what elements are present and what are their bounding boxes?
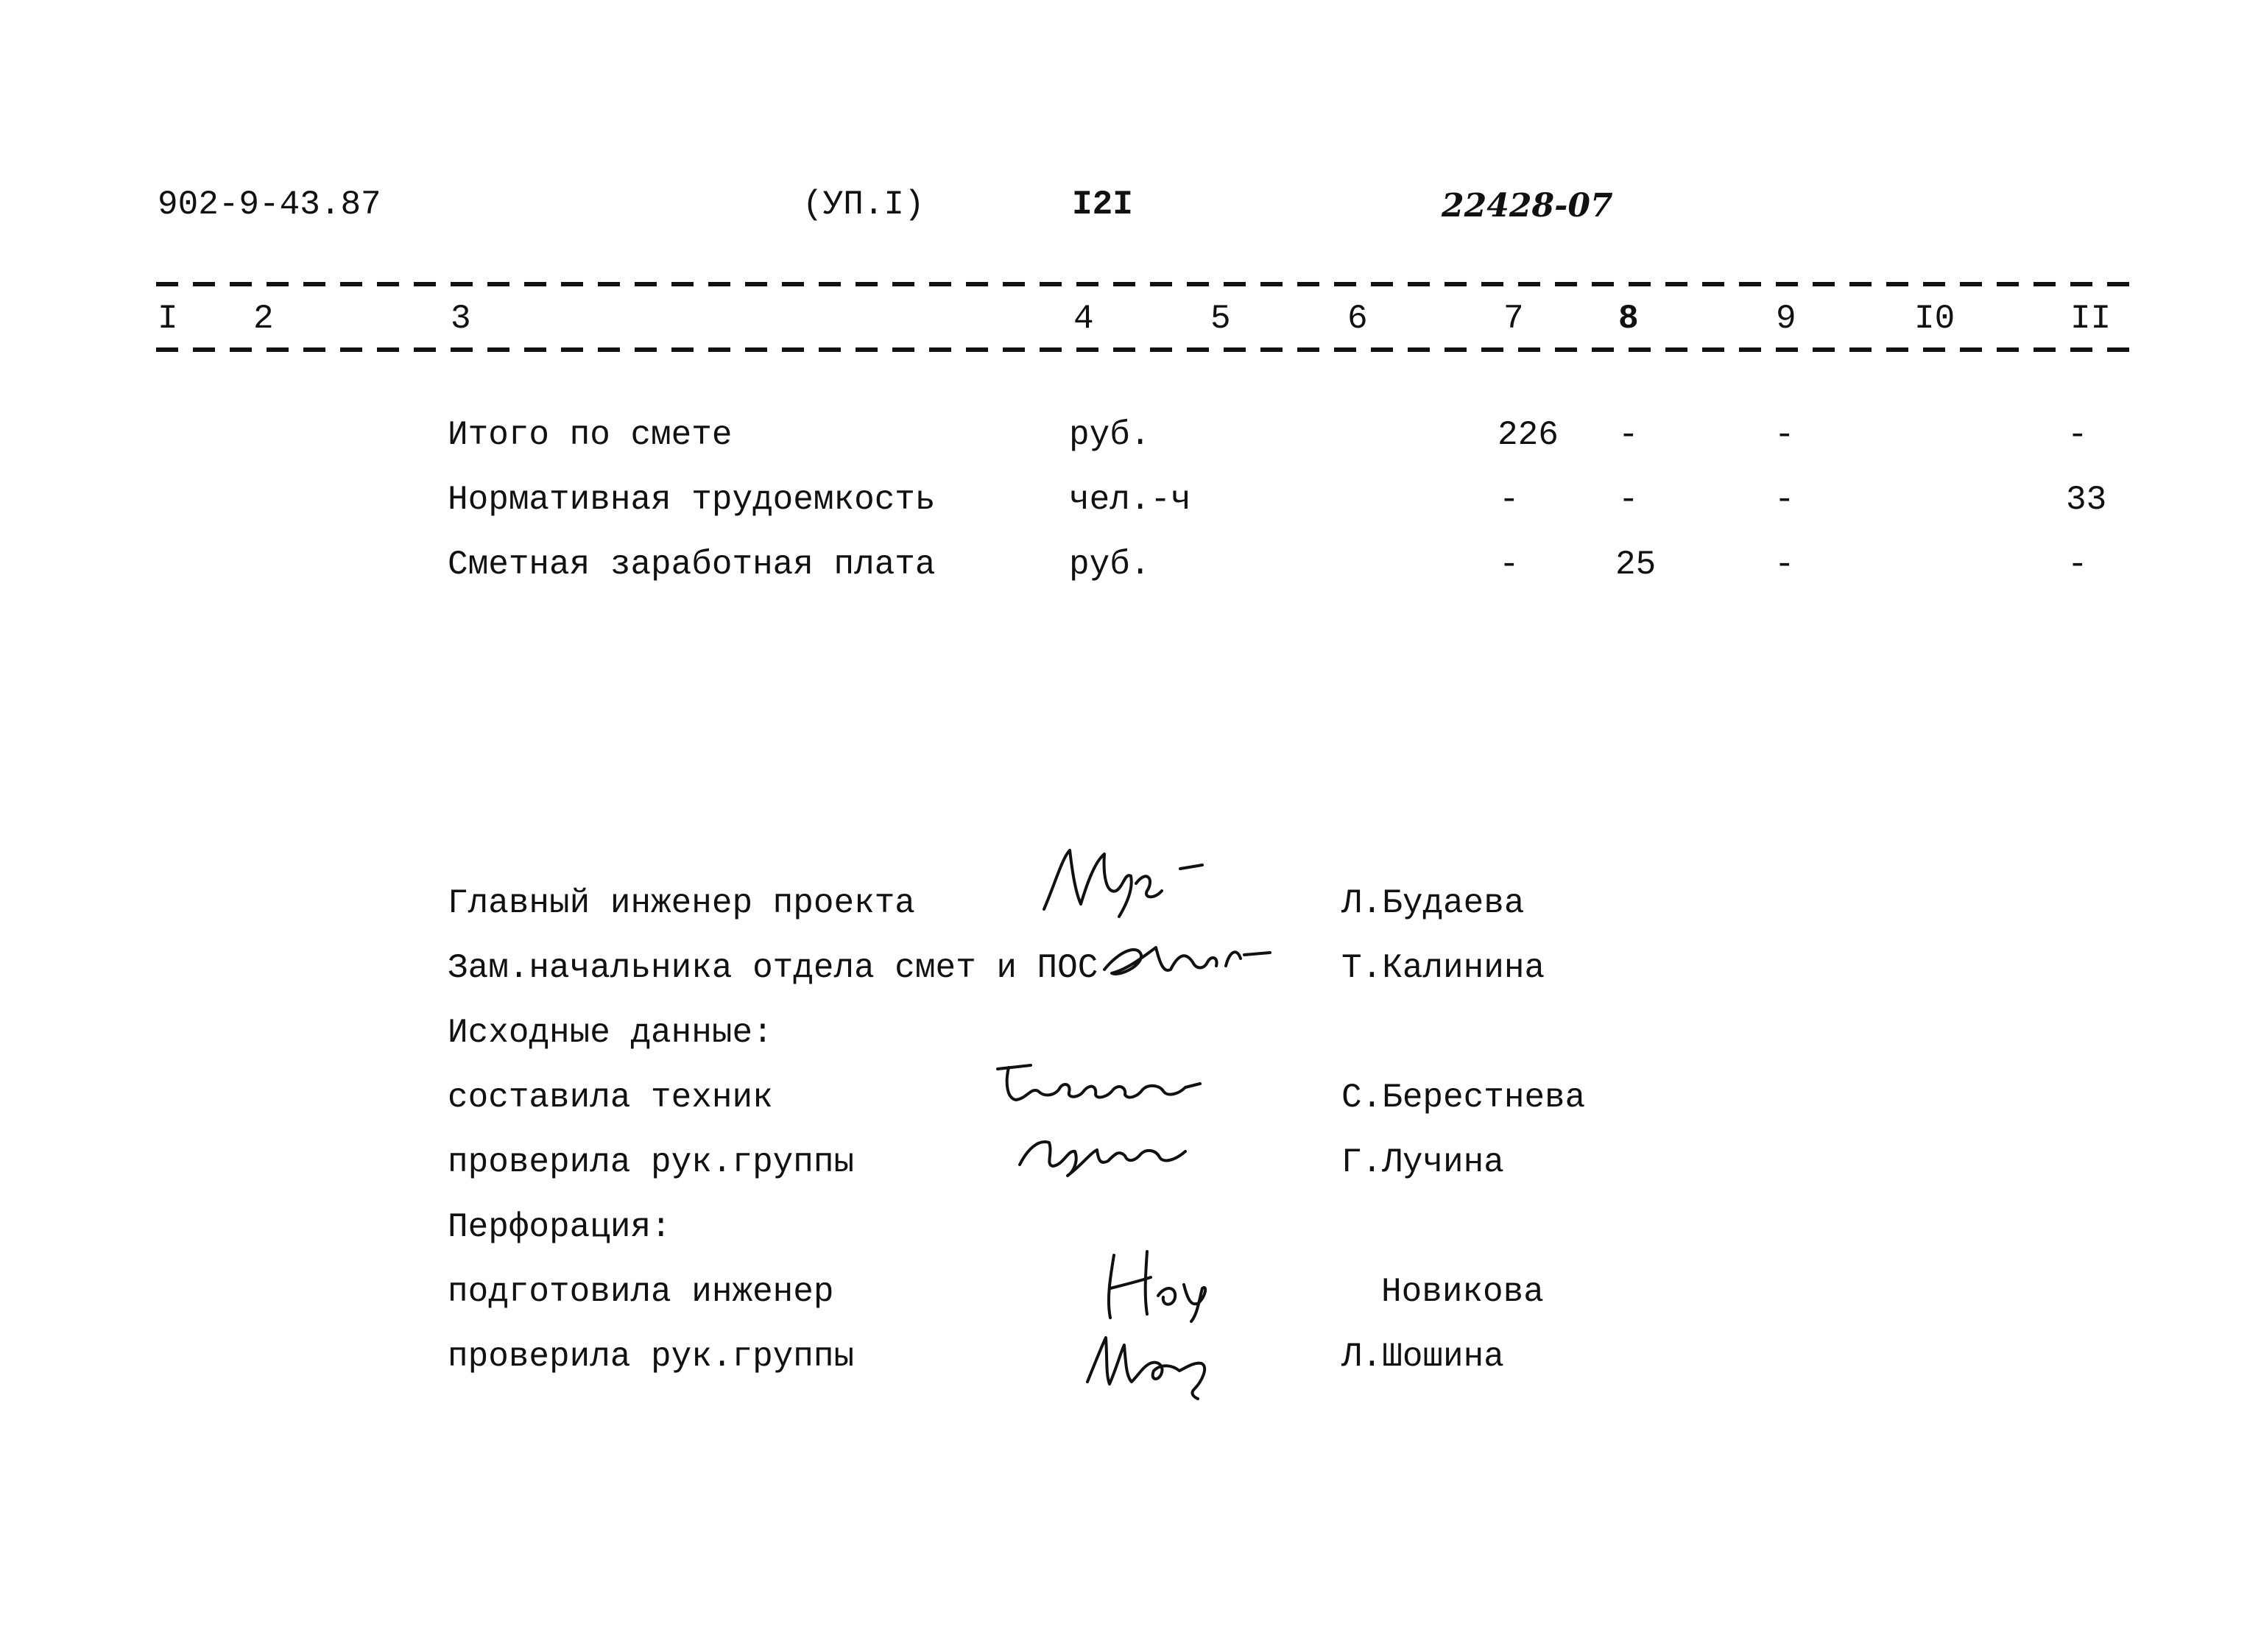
cell-col7: - (1499, 546, 1520, 584)
signature-role: подготовила инженер (448, 1273, 834, 1311)
column-number: I (158, 300, 178, 338)
signature-role: проверила рук.группы (448, 1143, 855, 1182)
row-name: Итого по смете (448, 416, 733, 454)
column-number: II (2070, 300, 2112, 338)
signature-role: Главный инженер проекта (448, 884, 915, 922)
column-number: 7 (1503, 300, 1524, 338)
handwritten-signature (1076, 1319, 1238, 1400)
cell-col7: 226 (1498, 416, 1559, 454)
column-number: 8 (1618, 300, 1639, 338)
column-number: 4 (1073, 300, 1094, 338)
cell-col11: 33 (2066, 481, 2107, 519)
cell-col11: - (2067, 546, 2088, 584)
column-number: 2 (253, 300, 274, 338)
signatory-name: Л.Шошина (1341, 1338, 1504, 1376)
page-number: I2I (1072, 186, 1133, 224)
cell-col7: - (1499, 481, 1520, 519)
document-code: 902-9-43.87 (158, 186, 381, 224)
signature-role: Зам.начальника отдела смет и ПОС (448, 949, 1098, 987)
cell-col9: - (1774, 416, 1795, 454)
cell-col9: - (1774, 481, 1795, 519)
column-number: I0 (1914, 300, 1955, 338)
signatory-name: Новикова (1381, 1273, 1544, 1311)
signatory-name: Л.Будаева (1341, 884, 1525, 922)
handwritten-signature (987, 1054, 1207, 1113)
cell-col8: 25 (1615, 546, 1657, 584)
row-unit: руб. (1069, 416, 1151, 454)
column-number: 9 (1776, 300, 1796, 338)
row-unit: чел.-ч (1069, 481, 1191, 519)
cell-col11: - (2067, 416, 2088, 454)
handwritten-signature (1097, 929, 1274, 988)
row-unit: руб. (1069, 546, 1151, 584)
column-number: 3 (451, 300, 471, 338)
column-number: 5 (1210, 300, 1231, 338)
row-name: Сметная заработная плата (448, 546, 936, 584)
signatory-name: Г.Лучина (1341, 1143, 1504, 1182)
handwritten-signature (1096, 1244, 1228, 1325)
cell-col8: - (1618, 416, 1639, 454)
cell-col8: - (1618, 481, 1639, 519)
handwritten-signature (1009, 1120, 1200, 1179)
signature-role: составила техник (448, 1079, 773, 1117)
cell-col9: - (1774, 546, 1795, 584)
signatory-name: Т.Калинина (1341, 949, 1545, 987)
section-heading: Исходные данные: (448, 1014, 773, 1052)
bottom-dashed-rule (156, 347, 2138, 352)
signature-role: проверила рук.группы (448, 1338, 855, 1376)
column-number: 6 (1347, 300, 1368, 338)
row-name: Нормативная трудоемкость (448, 481, 936, 519)
top-dashed-rule (156, 282, 2138, 286)
handwritten-reference: 22428-07 (1442, 187, 1613, 225)
section-label: (УП.I) (803, 186, 925, 224)
section-heading: Перфорация: (448, 1208, 671, 1246)
handwritten-signature (1037, 839, 1213, 920)
signatory-name: С.Берестнева (1341, 1079, 1586, 1117)
